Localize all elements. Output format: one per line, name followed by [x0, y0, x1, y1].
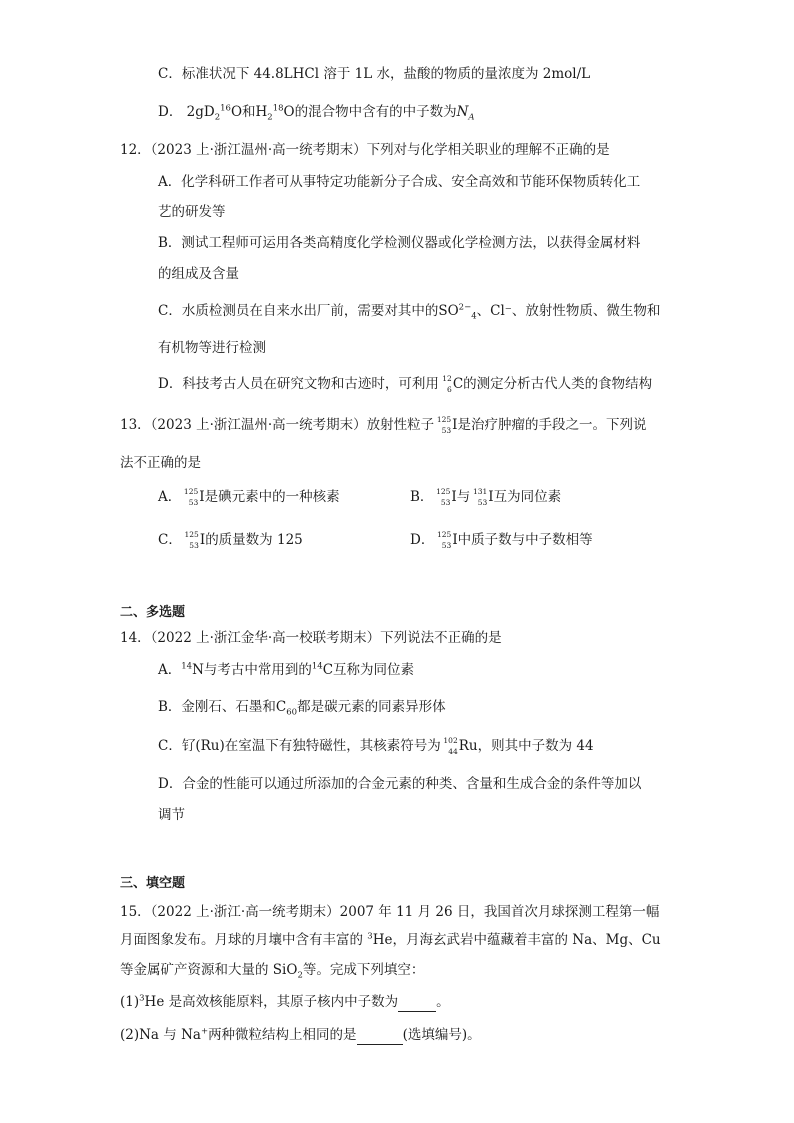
q13-stem-cont: 法不正确的是 — [120, 455, 201, 471]
q15-stem-line2: 月面图象发布。月球的月壤中含有丰富的 $^3$He，月海玄武岩中蕴藏着丰富的 Na、Mg、Cu — [120, 931, 661, 948]
q11-option-c: C．标准状况下 44.8LHCl 溶于 1L 水，盐酸的物质的量浓度为 2mol/L — [158, 66, 591, 82]
q15-stem: 15．（2022 上·浙江·高一统考期末）2007 年 11 月 26 日，我国首次月球探测工程第一幅 — [120, 904, 660, 920]
q13-stem: 13．（2023 上·浙江温州·高一统考期末）放射性粒子 125 53 I是治疗肿瘤的手段之一。下列说 — [120, 415, 647, 435]
q12-stem: 12．（2023 上·浙江温州·高一统考期末）下列对与化学相关职业的理解不正确的是 — [120, 142, 610, 158]
q12-option-b-cont: 的组成及含量 — [158, 266, 239, 282]
q15-stem-line3: 等金属矿产资源和大量的 SiO$_2$等。完成下列填空： — [120, 962, 425, 981]
q13-option-b: B． 125 53 I与 131 53 I互为同位素 — [410, 487, 562, 507]
section-heading-multi-choice: 二、多选题 — [120, 605, 186, 620]
q14-option-b: B．金刚石、石墨和$C_{60}$都是碳元素的同素异形体 — [158, 699, 446, 718]
q14-option-c: C．钌(Ru)在室温下有独特磁性，其核素符号为 102 44 Ru，则其中子数为 44 — [158, 736, 594, 756]
q12-option-a: A．化学科研工作者可从事特定功能新分子合成、安全高效和节能环保物质转化工 — [158, 174, 641, 190]
q12-option-a-cont: 艺的研发等 — [158, 204, 226, 220]
q14-option-a: A．$^{14}$N与考古中常用到的$^{14}$C互称为同位素 — [158, 661, 415, 678]
q12-option-c-cont: 有机物等进行检测 — [158, 340, 266, 356]
q12-option-d: D．科技考古人员在研究文物和古迹时，可利用 12 6 C的测定分析古代人类的食物结构 — [158, 374, 653, 394]
answer-blank-2[interactable] — [357, 1030, 403, 1045]
q14-option-d: D．合金的性能可以通过所添加的合金元素的种类、含量和生成合金的条件等加以 — [158, 776, 642, 792]
carbon-12-isotope: 12 6 — [442, 374, 452, 394]
q13-option-a: A． 125 53 I是碘元素中的一种核素 — [158, 487, 340, 507]
q12-option-c: C．水质检测员在自来水出厂前，需要对其中的$SO^{2-}_4$、Cl⁻、放射性物质、微生物和 — [158, 302, 661, 322]
q11-option-d: D． $2gD_2^{16}O$和$H_2^{18}O$的混合物中含有的中子数为$N_A$ — [158, 103, 475, 123]
q13-option-d: D． 125 53 I中质子数与中子数相等 — [410, 530, 593, 550]
q12-option-b: B．测试工程师可运用各类高精度化学检测仪器或化学检测方法，以获得金属材料 — [158, 235, 641, 251]
q13-option-c: C． 125 53 I的质量数为 125 — [158, 530, 303, 550]
q14-stem: 14．（2022 上·浙江金华·高一校联考期末）下列说法不正确的是 — [120, 630, 502, 646]
q15-part-1: $(1)^3He$ 是高效核能原料，其原子核内中子数为 。 — [120, 993, 450, 1010]
section-heading-fill-blank: 三、填空题 — [120, 876, 186, 891]
q15-part-2: (2)Na 与 Na+两种微粒结构上相同的是 (选填编号)。 — [120, 1026, 481, 1043]
q14-option-d-cont: 调节 — [158, 807, 185, 823]
answer-blank-1[interactable] — [398, 997, 436, 1012]
